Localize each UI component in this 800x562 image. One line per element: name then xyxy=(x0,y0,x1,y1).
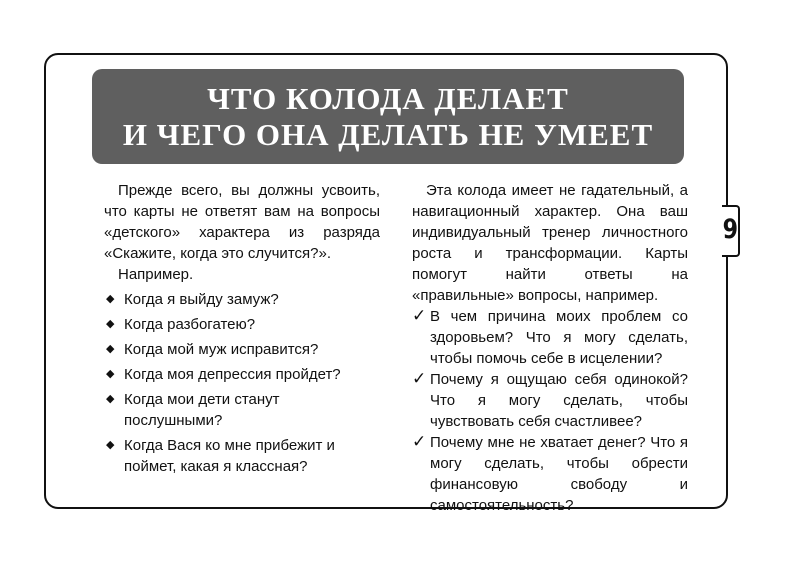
diamond-bullet-icon: ◆ xyxy=(106,293,115,305)
checkmark-icon: ✓ xyxy=(412,432,427,452)
checkmark-icon: ✓ xyxy=(412,369,427,389)
list-item: ◆ Когда мои дети станут послушными? xyxy=(106,391,280,429)
list-item: ✓ Почему мне не хватает денег? Что я могу сделать, чтобы обрести финансовую свободу и самостоятельность? xyxy=(412,432,688,514)
question-list-wrong xyxy=(104,289,380,477)
title-line-2: И ЧЕГО ОНА ДЕЛАТЬ НЕ УМЕЕТ xyxy=(122,116,654,152)
left-column xyxy=(104,180,380,477)
list-item: ✓ В чем причина моих проблем со здоровьем? Что я могу сделать, чтобы помочь себе в исцелении? xyxy=(412,306,688,367)
diamond-bullet-icon: ◆ xyxy=(106,343,115,355)
diamond-bullet-icon: ◆ xyxy=(106,393,115,405)
list-item: ◆ Когда моя депрессия пройдет? xyxy=(106,366,341,383)
question-list-right xyxy=(412,306,688,516)
list-item: ✓ Почему я ощущаю себя одинокой? Что я могу сделать, чтобы чувствовать себя счастливее? xyxy=(412,369,688,430)
diamond-bullet-icon: ◆ xyxy=(106,368,115,380)
chapter-title-banner xyxy=(92,69,684,164)
title-line-1: ЧТО КОЛОДА ДЕЛАЕТ xyxy=(207,80,569,116)
list-item: ◆ Когда Вася ко мне прибежит и поймет, какая я классная? xyxy=(106,437,335,475)
list-item: ◆ Когда я выйду замуж? xyxy=(106,291,279,308)
right-column xyxy=(412,180,688,516)
list-item: ◆ Когда мой муж исправится? xyxy=(106,341,319,358)
checkmark-icon: ✓ xyxy=(412,306,427,326)
example-label: Например. xyxy=(118,266,194,283)
list-item: ◆ Когда разбогатею? xyxy=(106,316,256,333)
right-intro: Эта колода имеет не гадательный, а навигационный характер. Она ваш индивидуальный тренер личностного роста и трансформации. Карты помогут найти ответы на «правильные» вопросы, например. xyxy=(412,182,688,304)
left-intro: Прежде всего, вы должны усвоить, что карты не ответят вам на вопросы «детского» характера из разряда «Скажите, когда это случится?». xyxy=(104,182,380,262)
page-number: 9 xyxy=(722,214,739,245)
diamond-bullet-icon: ◆ xyxy=(106,318,115,330)
diamond-bullet-icon: ◆ xyxy=(106,439,115,451)
